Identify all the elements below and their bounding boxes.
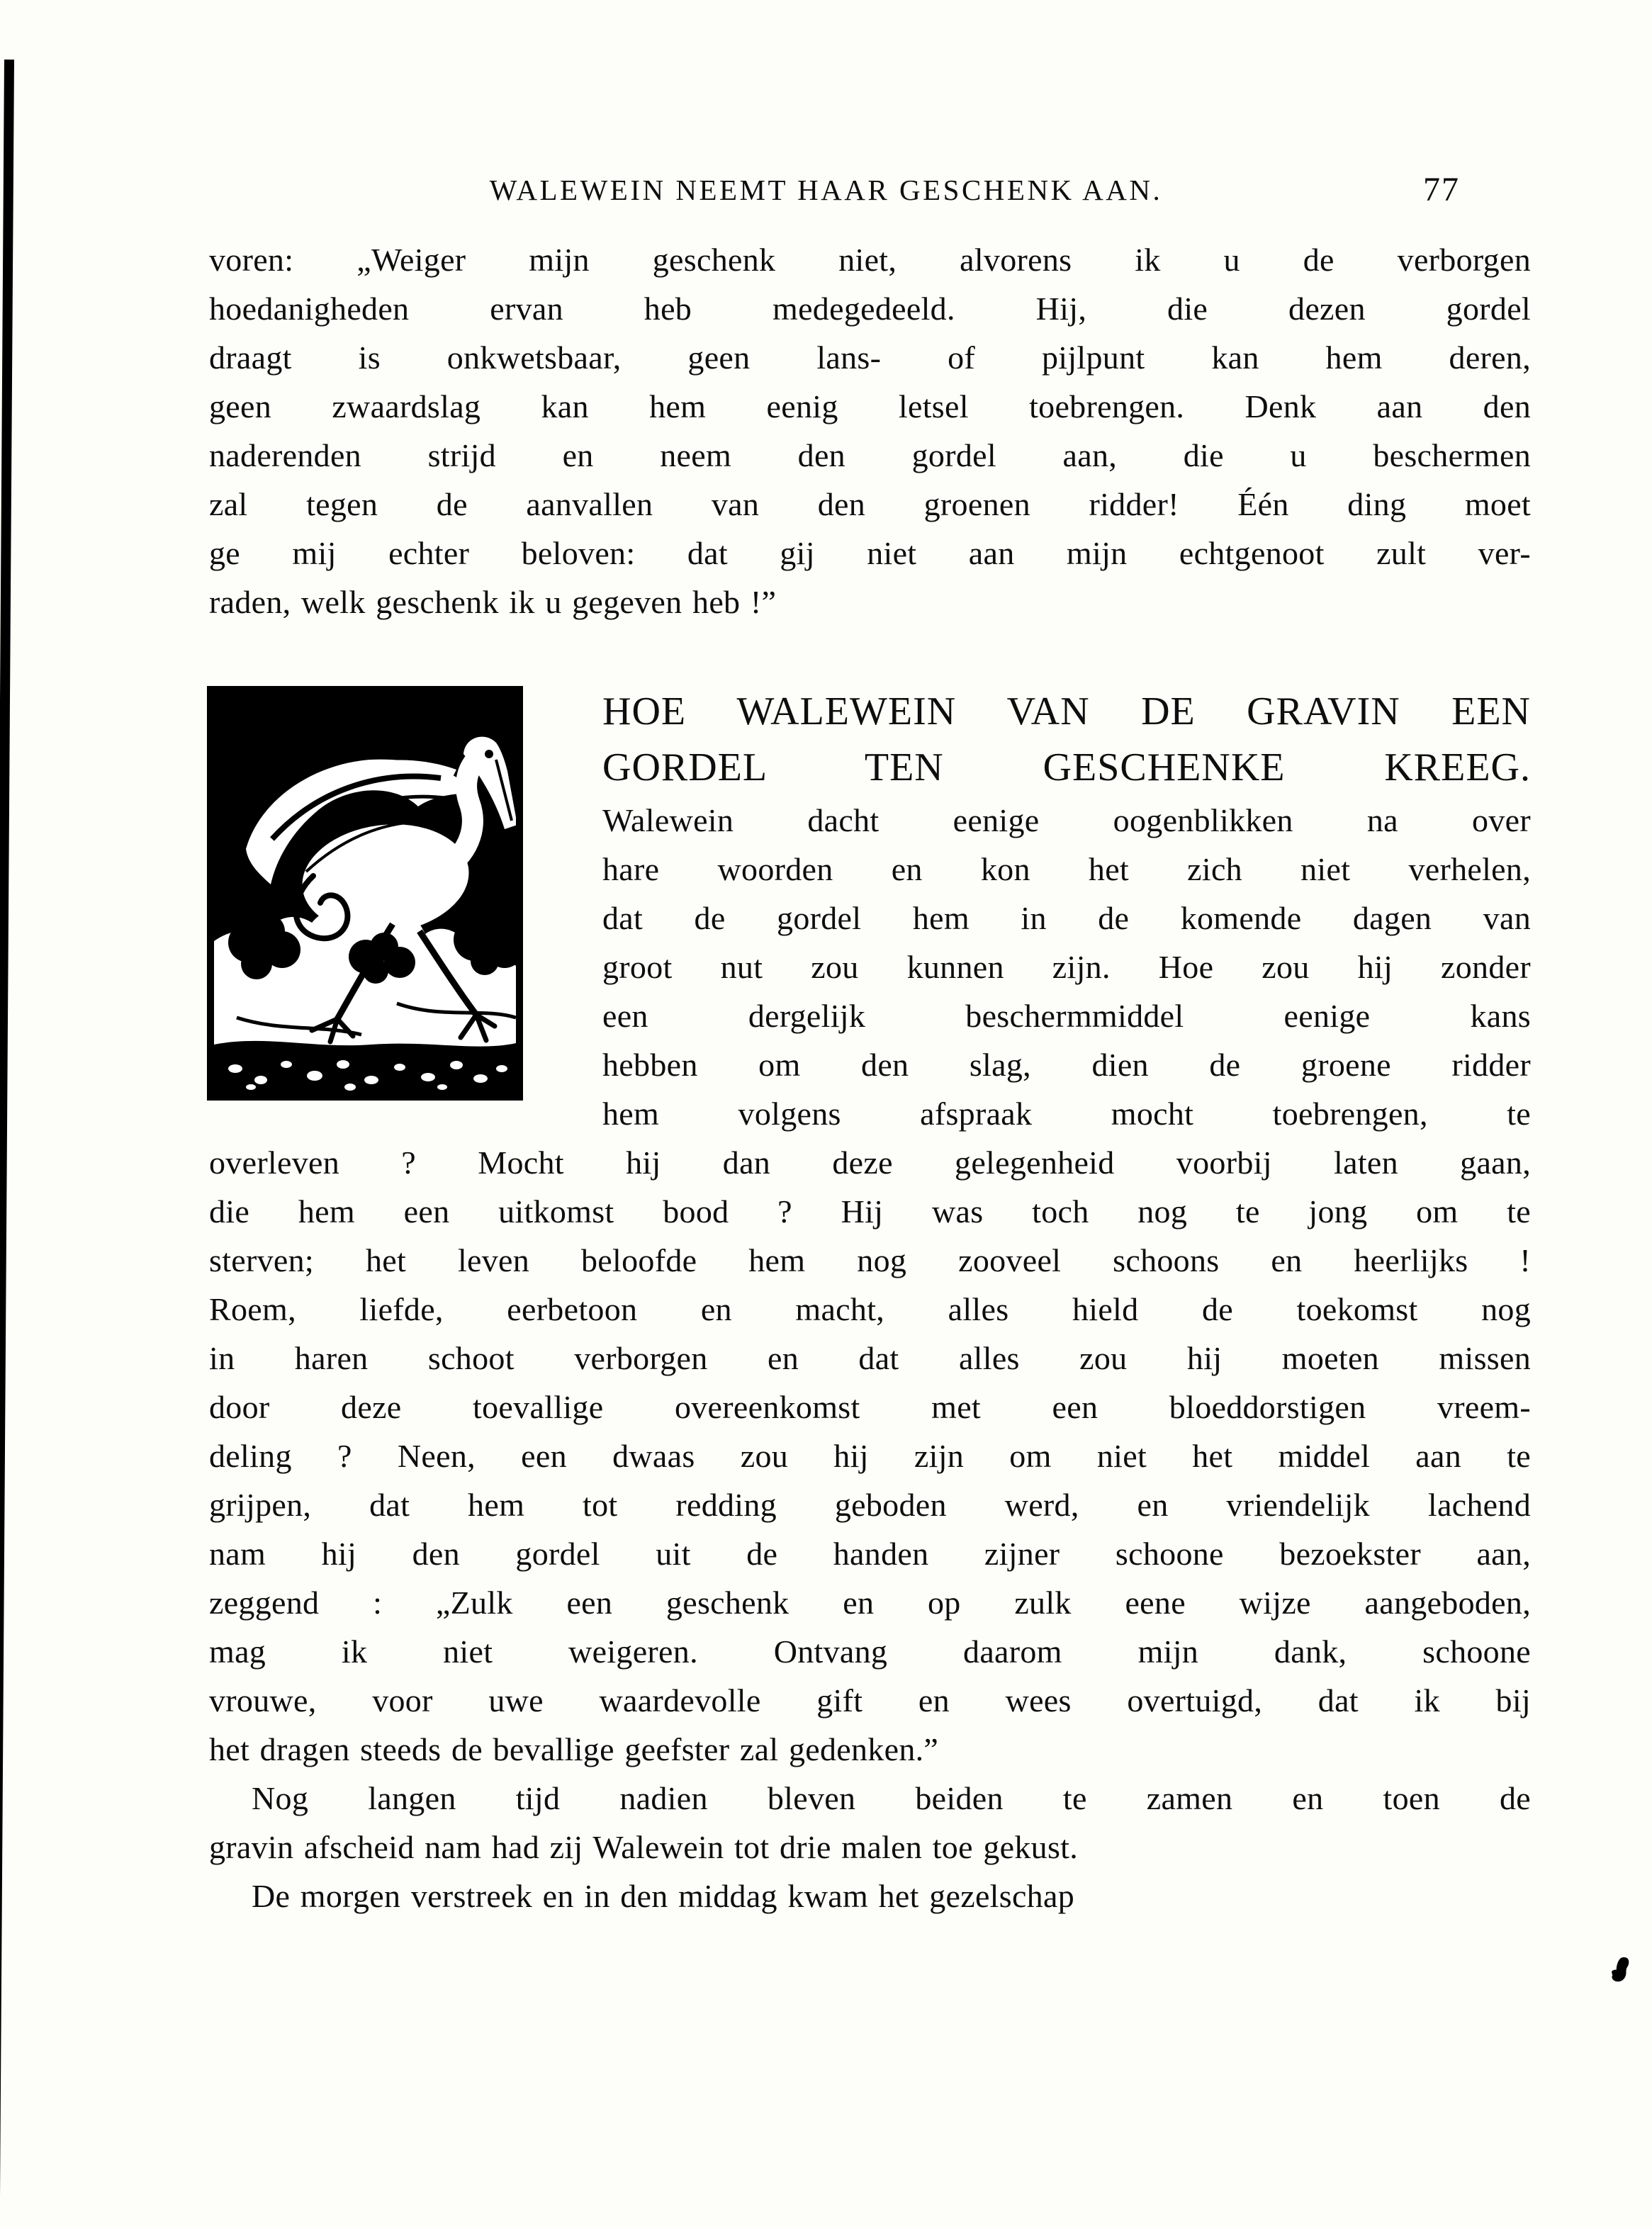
text-line: sterven; het leven beloofde hem nog zooveel schoons en heerlijks ! bbox=[209, 1242, 1531, 1278]
text-line: grijpen, dat hem tot redding geboden werd, en vriendelijk lachend bbox=[209, 1487, 1531, 1523]
chapter-heading-line2: GORDEL TEN GESCHENKE KREEG. bbox=[602, 746, 1531, 789]
text-line: mag ik niet weigeren. Ontvang daarom mijn dank, schoone bbox=[209, 1633, 1531, 1670]
running-title: WALEWEIN NEEMT HAAR GESCHENK AAN. bbox=[489, 174, 1163, 206]
text-line: raden, welk geschenk ik u gegeven heb !” bbox=[209, 584, 777, 620]
chapter-section bbox=[209, 684, 1531, 1138]
text-line: ge mij echter beloven: dat gij niet aan mijn echtgenoot zult ver- bbox=[209, 535, 1531, 571]
text-line: overleven ? Mocht hij dan deze gelegenheid voorbij laten gaan, bbox=[209, 1144, 1531, 1181]
text-line: Roem, liefde, eerbetoon en macht, alles hield de toekomst nog bbox=[209, 1291, 1531, 1327]
chapter-wrapped-text bbox=[602, 796, 1531, 1138]
text-line: hoedanigheden ervan heb medegedeeld. Hij, die dezen gordel bbox=[209, 291, 1531, 327]
text-line: draagt is onkwetsbaar, geen lans- of pijlpunt kan hem deren, bbox=[209, 339, 1531, 376]
paragraph-main bbox=[209, 1138, 1531, 1774]
paragraph-farewell bbox=[209, 1774, 1531, 1872]
binding-shadow-bar bbox=[0, 60, 14, 2228]
text-line: Nog langen tijd nadien bleven beiden te zamen en toen de bbox=[252, 1780, 1531, 1816]
text-line: geen zwaardslag kan hem eenig letsel toebrengen. Denk aan den bbox=[209, 388, 1531, 424]
running-header bbox=[209, 173, 1531, 223]
text-line: het dragen steeds de bevallige geefster zal gedenken.” bbox=[209, 1731, 939, 1767]
text-line: groot nut zou kunnen zijn. Hoe zou hij zonder bbox=[602, 949, 1531, 985]
text-line: naderenden strijd en neem den gordel aan, die u beschermen bbox=[209, 437, 1531, 473]
text-line: dat de gordel hem in de komende dagen van bbox=[602, 900, 1531, 936]
text-line: in haren schoot verborgen en dat alles zou hij moeten missen bbox=[209, 1340, 1531, 1376]
text-line: De morgen verstreek en in den middag kwam het gezelschap bbox=[252, 1878, 1075, 1914]
text-line: gravin afscheid nam had zij Walewein tot drie malen toe gekust. bbox=[209, 1829, 1079, 1865]
text-line: voren: „Weiger mijn geschenk niet, alvorens ik u de verborgen bbox=[209, 242, 1531, 278]
text-line: door deze toevallige overeenkomst met een bloeddorstigen vreem- bbox=[209, 1389, 1531, 1425]
text-line: deling ? Neen, een dwaas zou hij zijn om niet het middel aan te bbox=[209, 1438, 1531, 1474]
text-line: die hem een uitkomst bood ? Hij was toch nog te jong om te bbox=[209, 1193, 1531, 1230]
chapter-text-column bbox=[602, 684, 1531, 1138]
chapter-heading-line1: HOE WALEWEIN VAN DE GRAVIN EEN bbox=[602, 690, 1531, 733]
paragraph-last bbox=[209, 1872, 1531, 1920]
text-line: vrouwe, voor uwe waardevolle gift en wees overtuigd, dat ik bij bbox=[209, 1682, 1531, 1718]
text-line: zal tegen de aanvallen van den groenen ridder! Één ding moet bbox=[209, 486, 1531, 522]
text-line: hebben om den slag, dien de groene ridder bbox=[602, 1047, 1531, 1083]
text-line: hare woorden en kon het zich niet verhelen, bbox=[602, 851, 1531, 887]
text-line: hem volgens afspraak mocht toebrengen, te bbox=[602, 1096, 1531, 1132]
ink-blot-mark bbox=[1610, 1956, 1631, 1984]
text-line: een dergelijk beschermmiddel eenige kans bbox=[602, 998, 1531, 1034]
text-line: zeggend : „Zulk een geschenk en op zulk eene wijze aangeboden, bbox=[209, 1585, 1531, 1621]
paragraph-continuation bbox=[209, 235, 1531, 626]
text-line: nam hij den gordel uit de handen zijner schoone bezoekster aan, bbox=[209, 1536, 1531, 1572]
text-line: Walewein dacht eenige oogenblikken na over bbox=[602, 802, 1531, 838]
page-number: 77 bbox=[1423, 171, 1460, 208]
